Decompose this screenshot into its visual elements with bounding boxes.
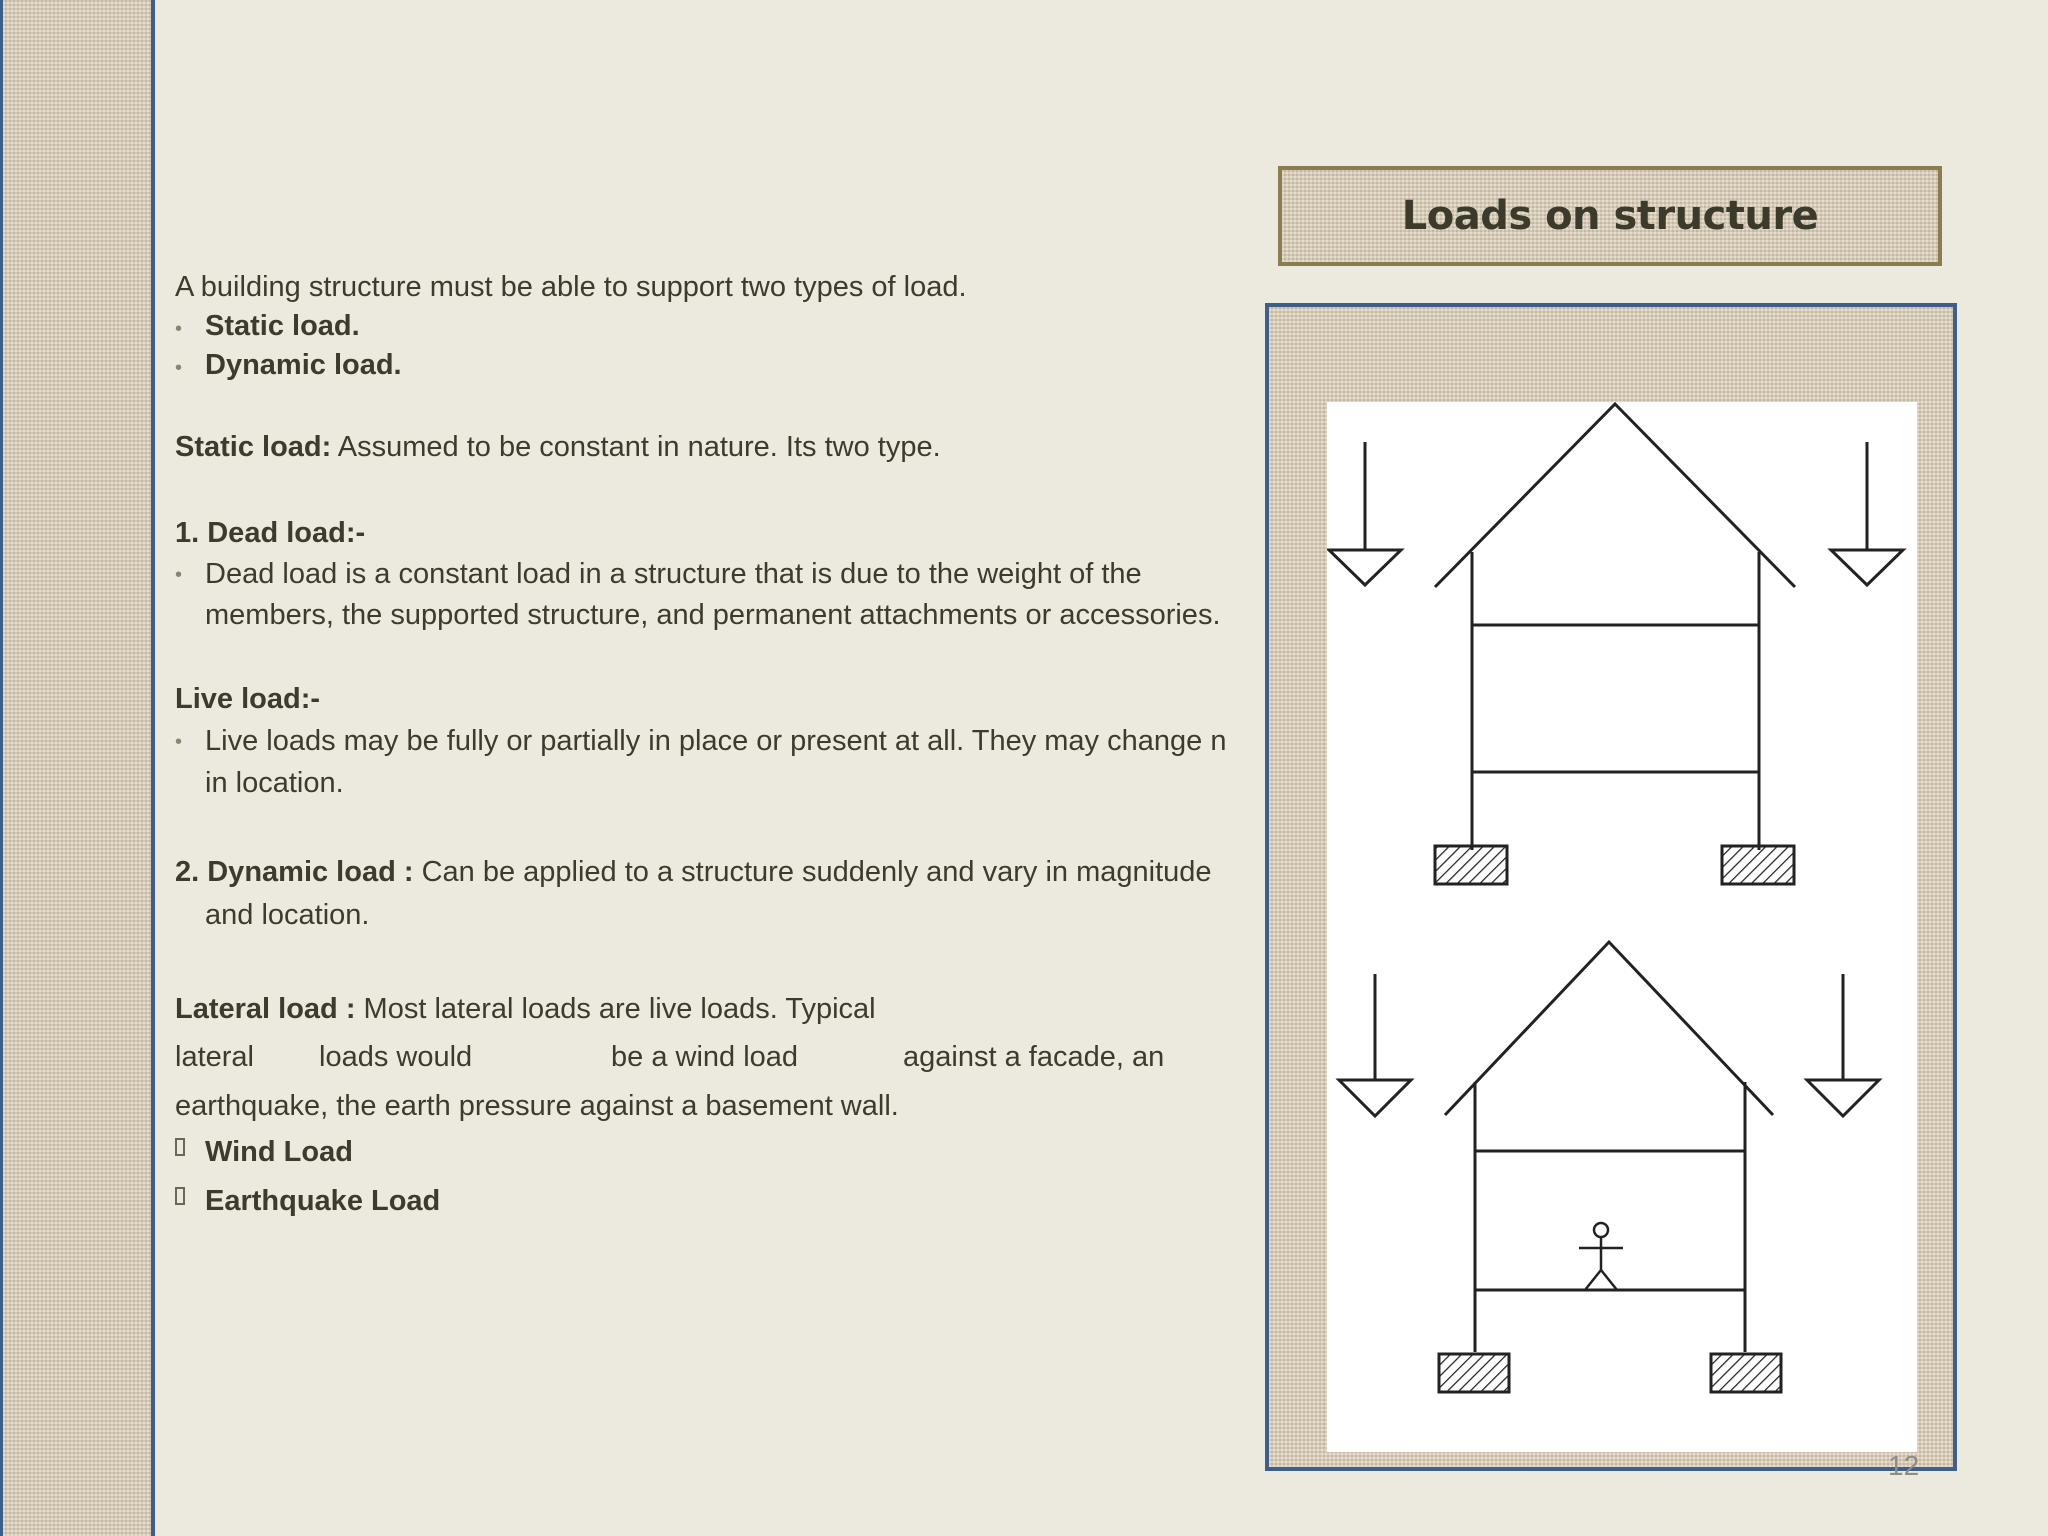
type-dynamic: Dynamic load.	[205, 349, 402, 381]
wind-load-item: Wind Load	[205, 1136, 353, 1168]
live-load-heading: Live load:-	[175, 683, 321, 715]
dynamic-load-line1: Can be applied to a structure suddenly and vary in magnitude	[413, 856, 1212, 888]
house-load-diagram	[1327, 402, 1917, 1452]
lateral-load-label: Lateral load :	[175, 993, 356, 1025]
dynamic-load-label: 2. Dynamic load :	[175, 856, 414, 888]
dynamic-load-paragraph	[175, 853, 1212, 892]
lateral-load-paragraph	[175, 990, 876, 1029]
top-house	[1329, 404, 1903, 884]
dot-bullet-icon: •	[175, 318, 183, 340]
left-decorative-strip	[0, 0, 155, 1536]
dead-load-heading: 1. Dead load:-	[175, 517, 366, 549]
page-number: 12	[1888, 1450, 1920, 1481]
diagram-svg	[1327, 402, 1917, 1452]
dot-bullet-icon: •	[175, 357, 183, 379]
title-box	[1278, 166, 1942, 266]
dead-load-line1: Dead load is a constant load in a structure that is due to the weight of the	[205, 558, 1142, 590]
live-load-line1: Live loads may be fully or partially in place or present at all. They may change n	[205, 725, 1227, 757]
earthquake-load-item: Earthquake Load	[205, 1185, 441, 1217]
static-load-text: Assumed to be constant in nature. Its two type.	[331, 431, 941, 463]
live-load-line2: in location.	[205, 767, 344, 799]
lateral-line2-c: be a wind load	[611, 1041, 799, 1073]
type-static: Static load.	[205, 310, 360, 342]
intro-text: A building structure must be able to support two types of load.	[175, 271, 967, 303]
figure-frame	[1265, 303, 1957, 1471]
slide-title: Loads on structure	[1401, 193, 1819, 239]
lateral-line2-d: against a facade, an	[903, 1041, 1165, 1073]
dead-load-line2: members, the supported structure, and permanent attachments or accessories.	[205, 599, 1221, 631]
static-load-label: Static load:	[175, 431, 332, 463]
lateral-line2-b: loads would	[319, 1041, 473, 1073]
person-icon	[1579, 1223, 1623, 1290]
lateral-line2-a: lateral	[175, 1041, 254, 1073]
dynamic-load-line2: and location.	[205, 899, 370, 931]
dot-bullet-icon: •	[175, 731, 183, 753]
dot-bullet-icon: •	[175, 564, 183, 586]
lateral-line3: earthquake, the earth pressure against a basement wall.	[175, 1090, 899, 1122]
static-load-paragraph	[175, 428, 941, 467]
lateral-load-line1: Most lateral loads are live loads. Typical	[355, 993, 876, 1025]
bottom-house	[1339, 942, 1879, 1392]
